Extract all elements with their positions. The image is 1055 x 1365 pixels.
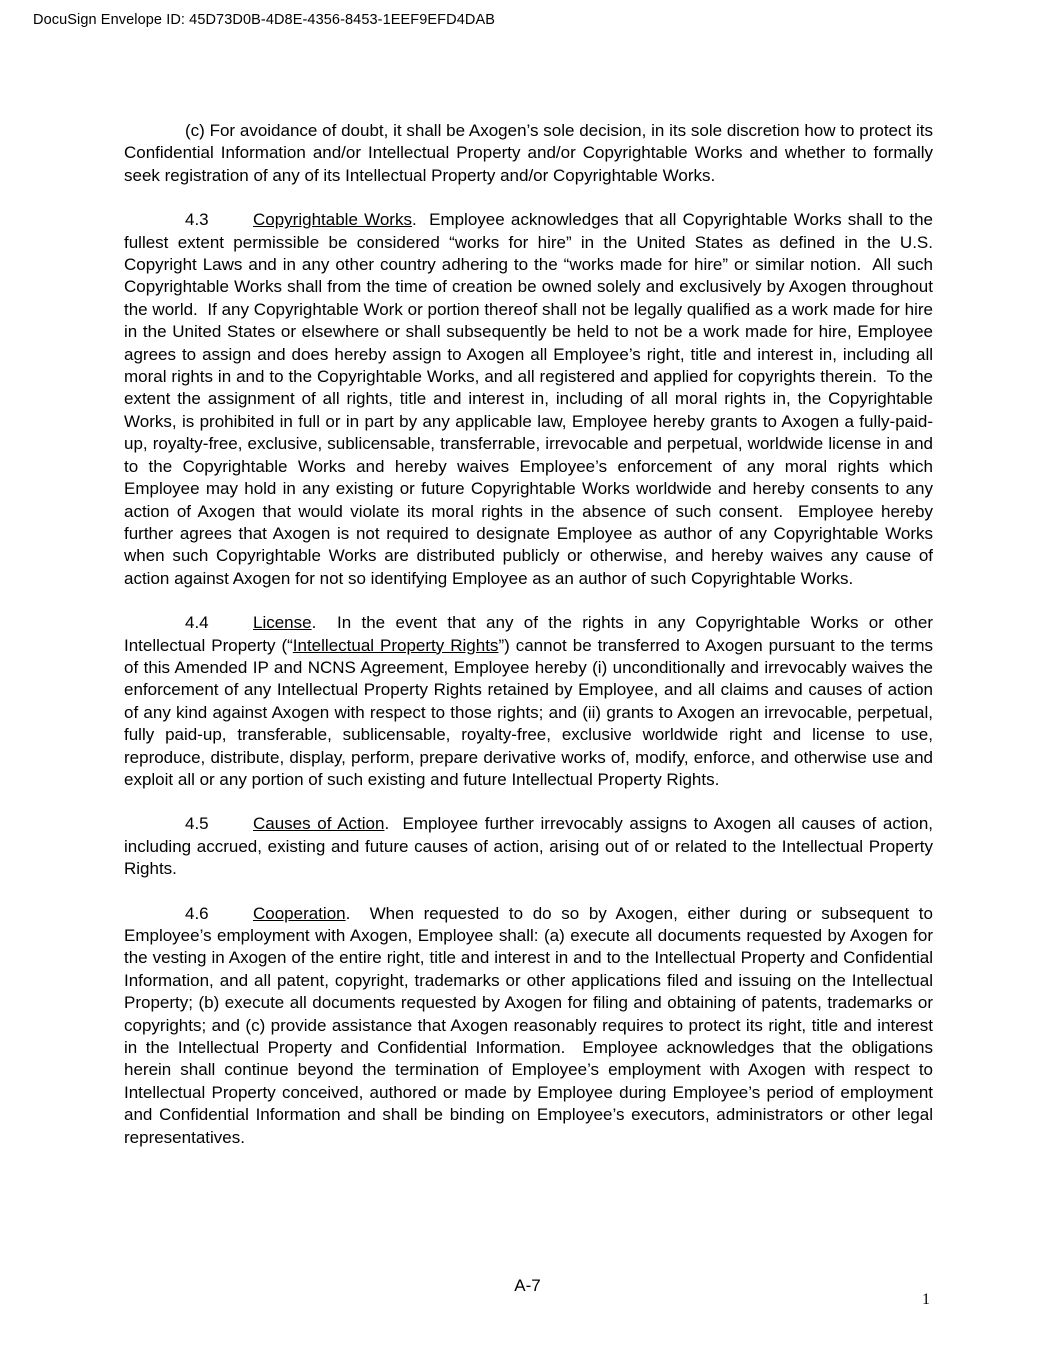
section-number: 4.3: [185, 210, 209, 230]
document-body: [124, 120, 933, 1149]
paragraph-text: . In the event that any of the rights in any Copyrightable Works or other Intellectual Property (“: [124, 613, 933, 655]
section-number: 4.4: [185, 613, 209, 633]
paragraph-c: [124, 120, 933, 187]
page-label: A-7: [514, 1276, 541, 1295]
paragraph-text: . Employee acknowledges that all Copyrightable Works shall to the fullest extent permissible be considered “works for hire” in the United States as defined in the U.S. Copyright Laws and in any other country adhering to the “works made for hire” or similar notion. All such Copyrightable Works shall from the time of creation be owned solely and exclusively by Axogen throughout the world. If any Copyrightable Work or portion thereof shall not be legally qualified as a work made for hire in the United States or elsewhere or shall subsequently be held to not be a work made for hire, Employee agrees to assign and does hereby assign to Axogen all Employee’s right, title and interest in, including all moral rights in and to the Copyrightable Works, and all registered and applied for copyrights therein. To the extent the assignment of all rights, title and interest in, including of all moral rights in, the Copyrightable Works, is prohibited in full or in part by any applicable law, Employee hereby grants to Axogen a fully-paid-up, royalty-free, exclusive, sublicensable, transferrable, irrevocable and perpetual, worldwide license in and to the Copyrightable Works and hereby waives Employee’s enforcement of any moral rights which Employee may hold in any existing or future Copyrightable Works worldwide and hereby consents to any action of Axogen that would violate its moral rights in the absence of such consent. Employee hereby further agrees that Axogen is not required to designate Employee as author of any Copyrightable Works when such Copyrightable Works are distributed publicly or otherwise, and hereby waives any cause of action against Axogen for not so identifying Employee as an author of such Copyrightable Works.: [124, 210, 933, 588]
underlined-term: Intellectual Property Rights: [292, 635, 499, 655]
underlined-term: Copyrightable Works: [253, 210, 412, 230]
section-4-3: [124, 209, 933, 590]
paragraph-text: . When requested to do so by Axogen, either during or subsequent to Employee’s employment with Axogen, Employee shall: (a) execute all documents requested by Axogen for the vesting in Axogen of the entire right, title and interest in and to the Intellectual Property and Confidential Information, and all patent, copyright, trademarks or other applications filed and issuing on the Intellectual Property; (b) execute all documents requested by Axogen for filing and obtaining of patents, trademarks or copyrights; and (c) provide assistance that Axogen reasonably requires to protect its right, title and interest in the Intellectual Property and Confidential Information. Employee acknowledges that the obligations herein shall continue beyond the termination of Employee’s employment with Axogen with respect to Intellectual Property conceived, authored or made by Employee during Employee’s period of employment and Confidential Information and shall be binding on Employee’s executors, administrators or other legal representatives.: [124, 903, 933, 1147]
section-number: 4.6: [185, 903, 209, 923]
section-4-4: [124, 612, 933, 791]
underlined-term: Causes of Action: [253, 814, 385, 834]
paragraph-text: . Employee further irrevocably assigns to Axogen all causes of action, including accrued, existing and future causes of action, arising out of or related to the Intellectual Property Rights.: [124, 814, 933, 879]
paragraph-text: (c) For avoidance of doubt, it shall be Axogen’s sole decision, in its sole discretion how to protect its Confidential Information and/or Intellectual Property and/or Copyrightable Works and whether to formally seek registration of any of its Intellectual Property and/or Copyrightable Works.: [124, 121, 933, 185]
section-4-6: [124, 903, 933, 1149]
underlined-term: License: [253, 613, 312, 633]
section-number: 4.5: [185, 814, 209, 834]
corner-page-number: 1: [922, 1291, 930, 1308]
docusign-envelope-id: DocuSign Envelope ID: 45D73D0B-4D8E-4356-8453-1EEF9EFD4DAB: [33, 12, 495, 28]
underlined-term: Cooperation: [253, 903, 346, 923]
section-4-5: [124, 813, 933, 880]
paragraph-text: ”) cannot be transferred to Axogen pursuant to the terms of this Amended IP and NCNS Agreement, Employee hereby (i) unconditionally and irrevocably waives the enforcement of any Intellectual Property Rights retained by Employee, and all claims and causes of action of any kind against Axogen with respect to those rights; and (ii) grants to Axogen an irrevocable, perpetual, fully paid-up, transferable, sublicensable, royalty-free, exclusive worldwide right and license to use, reproduce, distribute, display, perform, prepare derivative works of, modify, enforce, and otherwise use and exploit all or any portion of such existing and future Intellectual Property Rights.: [124, 635, 933, 789]
